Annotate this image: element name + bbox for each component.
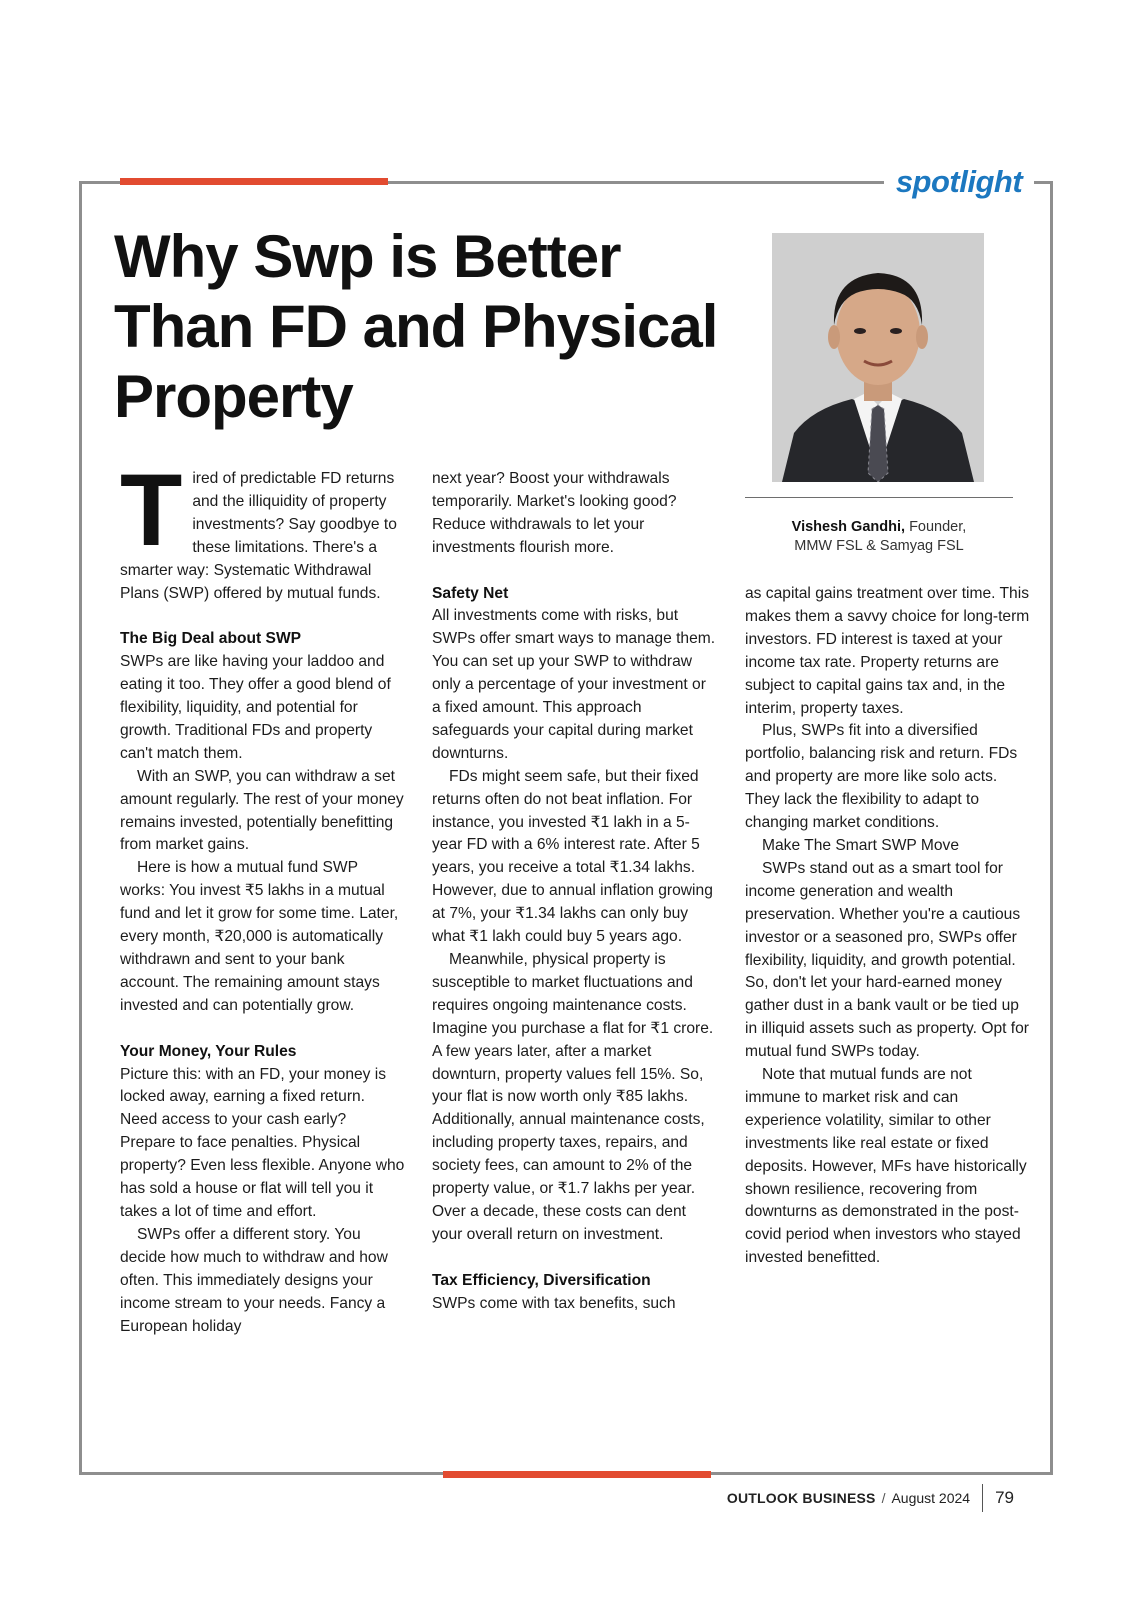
- paragraph: Picture this: with an FD, your money is locked away, earning a fixed return. Need access to your cash early? Prepare to face penalties. Physical property? Even less flexible. Anyone who has sold a house or flat will tell you it takes a lot of time and effort.: [120, 1065, 405, 1220]
- subhead-your-money: Your Money, Your Rules: [120, 1042, 297, 1060]
- author-photo-illustration: [772, 233, 984, 482]
- article-column-3: [745, 583, 1030, 1270]
- article-column-2: [432, 468, 717, 1316]
- publication-name: OUTLOOK BUSINESS: [726, 1490, 876, 1506]
- issue-date: August 2024: [891, 1490, 971, 1506]
- paragraph: Plus, SWPs fit into a diversified portfolio, balancing risk and return. FDs and property are more like solo acts. They lack the flexibility to adapt to changing market conditions.: [745, 722, 1018, 832]
- top-accent-bar: [120, 178, 388, 185]
- author-name: Vishesh Gandhi,: [791, 519, 906, 535]
- paragraph: Note that mutual funds are not immune to market risk and can experience volatility, similar to other investments like real estate or fixed deposits. However, MFs have historically shown resilience, recovering from downturns as demonstrated in the post-covid period when investors who stayed invested benefitted.: [745, 1066, 1027, 1267]
- article-column-1: [120, 453, 405, 1338]
- paragraph: FDs might seem safe, but their fixed returns often do not beat inflation. For instance, you invested ₹1 lakh in a 5-year FD with a 6% interest rate. After 5 years, you receive a total ₹1.34 lakhs. However, due to annual inflation growing at 7%, your ₹1.34 lakhs can only buy what ₹1 lakh could buy 5 years ago.: [432, 767, 713, 946]
- paragraph: SWPs offer a different story. You decide how much to withdraw and how often. This immediately designs your income stream to your needs. Fancy a European holiday: [120, 1225, 388, 1335]
- paragraph: Make The Smart SWP Move: [762, 836, 960, 854]
- article-headline: Why Swp is Better Than FD and Physical Property: [114, 223, 718, 430]
- byline-divider: [745, 497, 1013, 498]
- paragraph: next year? Boost your withdrawals temporarily. Market's looking good? Reduce withdrawals to let your investments flourish more.: [432, 470, 677, 556]
- footer-divider: [982, 1484, 983, 1512]
- paragraph: With an SWP, you can withdraw a set amount regularly. The rest of your money remains invested, potentially benefitting from market gains.: [120, 767, 404, 854]
- author-byline: [745, 518, 1013, 556]
- section-tag: [884, 160, 1034, 204]
- paragraph: SWPs stand out as a smart tool for income generation and wealth preservation. Whether you're a cautious investor or a seasoned pro, SWPs offer flexibility, liquidity, and growth potential. So, don't let your hard-earned money gather dust in a bank vault or be tied up in illiquid assets such as property. Opt for mutual fund SWPs today.: [745, 859, 1029, 1061]
- footer-separator: /: [881, 1490, 886, 1506]
- paragraph: as capital gains treatment over time. This makes them a savvy choice for long-term investors. FD interest is taxed at your income tax rate. Property returns are subject to capital gains tax and, in the interim, property taxes.: [745, 585, 1030, 717]
- intro-paragraph: ired of predictable FD returns and the illiquidity of property investments? Say goodbye to these limitations. There's a smarter way: Systematic Withdrawal Plans (SWP) offered by mutual funds.: [120, 470, 397, 602]
- paragraph: Here is how a mutual fund SWP works: You invest ₹5 lakhs in a mutual fund and let it grow for some time. Later, every month, ₹20,000 is automatically withdrawn and sent to your bank account. The remaining amount stays invested and can potentially grow.: [120, 859, 399, 1014]
- paragraph: SWPs are like having your laddoo and eating it too. They offer a good blend of flexibility, liquidity, and potential for growth. Traditional FDs and property can't match them.: [120, 653, 391, 762]
- page-number: 79: [995, 1488, 1014, 1507]
- bottom-accent-bar: [443, 1471, 711, 1478]
- subhead-safety-net: Safety Net: [432, 584, 509, 602]
- author-role: Founder,: [909, 519, 967, 535]
- subhead-big-deal: The Big Deal about SWP: [120, 630, 302, 648]
- author-photo: [772, 233, 984, 482]
- paragraph: SWPs come with tax benefits, such: [432, 1294, 676, 1312]
- subhead-tax-efficiency: Tax Efficiency, Diversification: [432, 1271, 651, 1289]
- section-tag-label: spotlight: [895, 164, 1023, 199]
- page-footer: [727, 1484, 1014, 1512]
- author-orgs: MMW FSL & Samyag FSL: [794, 538, 964, 554]
- drop-cap: T: [120, 453, 183, 567]
- paragraph: All investments come with risks, but SWPs offer smart ways to manage them. You can set up your SWP to withdraw only a percentage of your investment or a fixed amount. This approach safeguards your capital during market downturns.: [432, 607, 716, 762]
- paragraph: Meanwhile, physical property is susceptible to market fluctuations and requires ongoing maintenance costs. Imagine you purchase a flat for ₹1 crore. A few years later, after a market downturn, property values fell 15%. So, your flat is now worth only ₹85 lakhs. Additionally, annual maintenance costs, including property taxes, repairs, and society fees, can amount to 2% of the property value, or ₹1.7 lakhs per year. Over a decade, these costs can dent your overall return on investment.: [432, 951, 714, 1243]
